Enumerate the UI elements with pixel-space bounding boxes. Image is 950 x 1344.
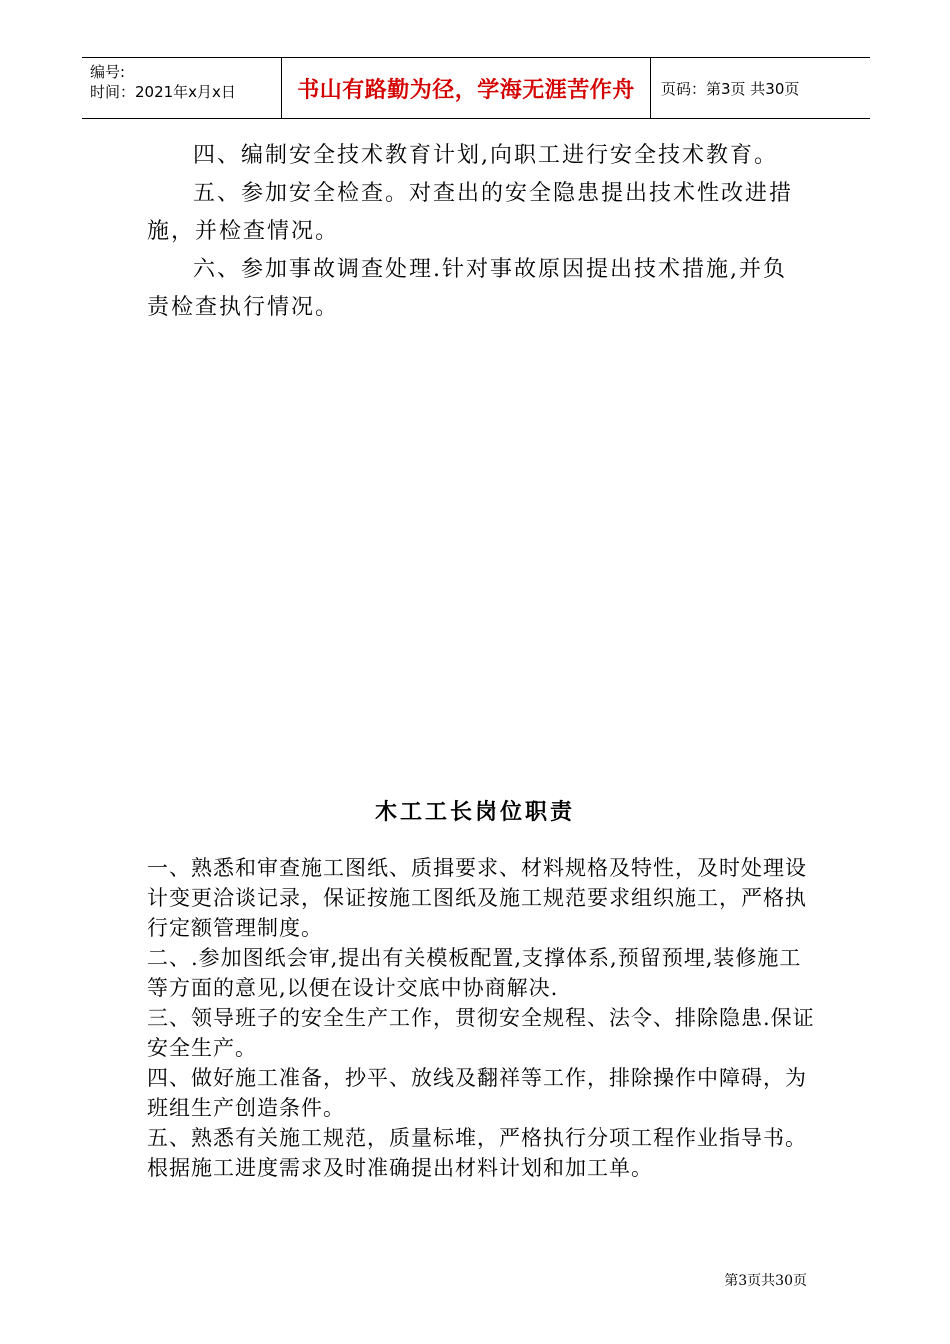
paragraph-4: 四、编制安全技术教育计划,向职工进行安全技术教育。 <box>193 143 778 168</box>
duty-item-3: 三、领导班子的安全生产工作，贯彻安全规程、法令、排除隐患.保证安全生产。 <box>147 1006 815 1060</box>
header-meta <box>82 58 282 118</box>
header-page-code: 页码：第3页 共30页 <box>661 79 800 98</box>
document-header <box>82 57 870 119</box>
document-time-label: 时间：2021年x月x日 <box>90 83 236 101</box>
duty-item-2: 二、.参加图纸会审,提出有关模板配置,支撑体系,预留预埋,装修施工等方面的意见,以便在设计交底中协商解决. <box>147 946 802 1000</box>
paragraph-6: 六、参加事故调查处理.针对事故原因提出技术措施,并负责检查执行情况。 <box>147 257 787 320</box>
header-motto: 书山有路勤为径，学海无涯苦作舟 <box>282 58 651 118</box>
section-title: 木工工长岗位职责 <box>374 800 575 825</box>
document-number-label: 编号: <box>90 63 126 81</box>
page-footer: 第3页共30页 <box>724 1273 807 1289</box>
duty-item-1: 一、熟悉和审查施工图纸、质揖要求、材料规格及特性，及时处理设计变更洽谈记录，保证按施工图纸及施工规范要求组织施工，严格执行定额管理制度。 <box>147 856 807 940</box>
duty-item-4: 四、做好施工准备，抄平、放线及翻祥等工作，排除操作中障碍，为班组生产创造条件。 <box>147 1066 807 1120</box>
paragraph-5: 五、参加安全检查。对查出的安全隐患提出技术性改进措施，并检查情况。 <box>147 181 794 244</box>
duties-list <box>147 853 817 1183</box>
duty-item-5: 五、熟悉有关施工规范，质量标堆，严格执行分项工程作业指导书。根据施工进度需求及时准确提出材料计划和加工单。 <box>147 1126 807 1180</box>
